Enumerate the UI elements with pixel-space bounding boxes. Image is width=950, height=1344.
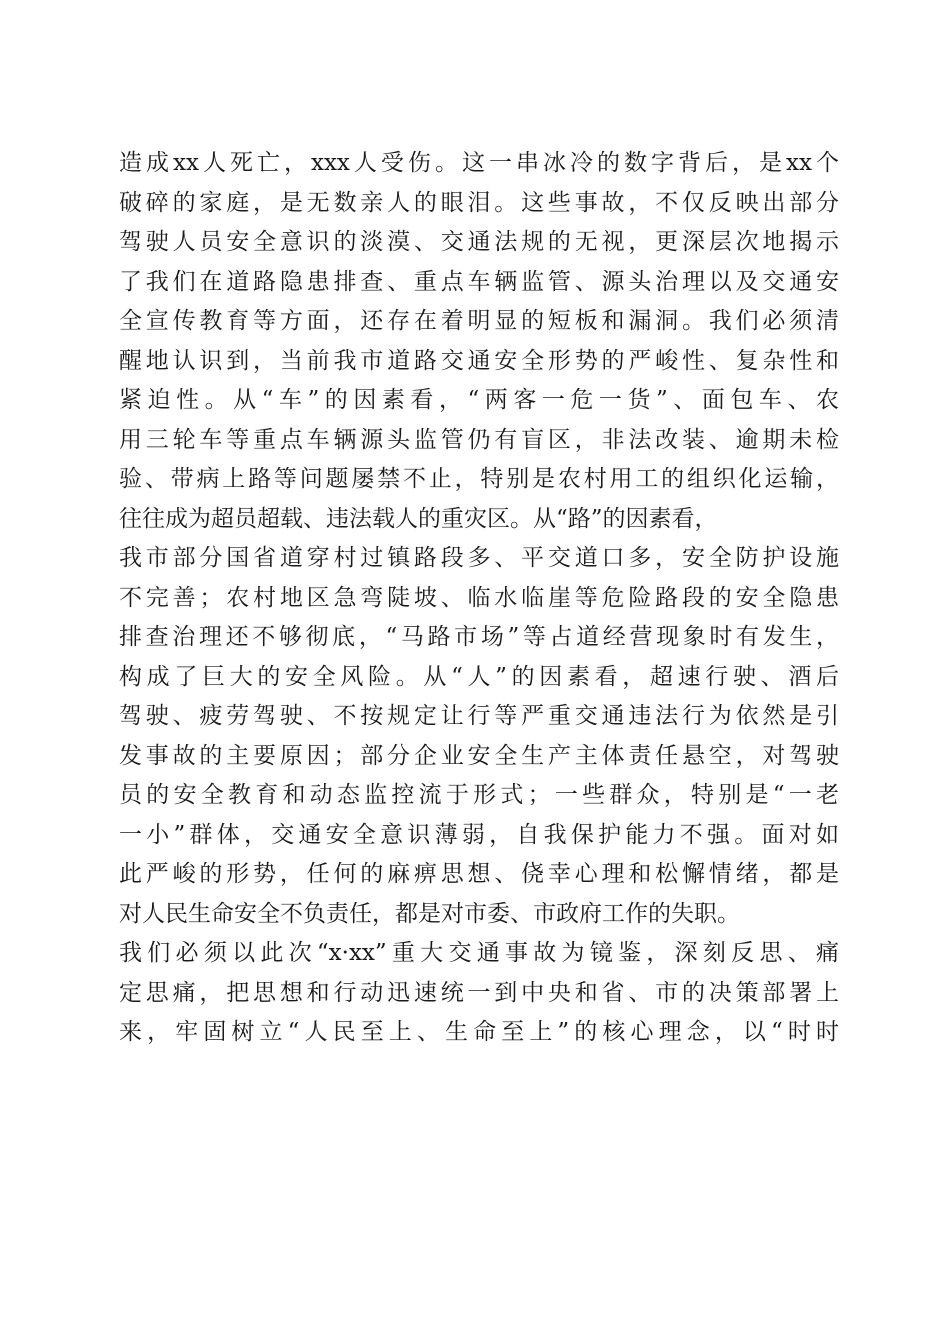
text-line: 对人民生命安全不负责任，都是对市委、市政府工作的失职。 xyxy=(119,900,740,927)
text-line: 不完善；农村地区急弯陡坡、临水临崖等危险路段的安全隐患 xyxy=(119,584,839,611)
text-line: 定思痛，把思想和行动迅速统一到中央和省、市的决策部署上 xyxy=(119,979,839,1006)
text-line: 我市部分国省道穿村过镇路段多、平交道口多，安全防护设施 xyxy=(119,545,839,571)
text-line: 来，牢固树立“人民至上、生命至上”的核心理念，以“时时 xyxy=(119,1019,839,1045)
text-line: 发事故的主要原因；部分企业安全生产主体责任悬空，对驾驶 xyxy=(119,742,839,769)
text-line: 醒地认识到，当前我市道路交通安全形势的严峻性、复杂性和 xyxy=(119,347,839,374)
text-line: 一小”群体，交通安全意识薄弱，自我保护能力不强。面对如 xyxy=(119,821,839,848)
text-line: 破碎的家庭，是无数亲人的眼泪。这些事故，不仅反映出部分 xyxy=(119,189,839,216)
text-line: 驾驶人员安全意识的淡漠、交通法规的无视，更深层次地揭示 xyxy=(119,229,839,255)
text-line: 紧迫性。从“车”的因素看，“两客一危一货”、面包车、农 xyxy=(119,387,839,413)
text-line: 造成xx人死亡，xxx人受伤。这一串冰冷的数字背后，是xx个 xyxy=(119,150,839,176)
body-paragraph xyxy=(119,144,839,1053)
text-line: 验、带病上路等问题屡禁不止，特别是农村用工的组织化运输， xyxy=(119,466,839,492)
text-line: 排查治理还不够彻底，“马路市场”等占道经营现象时有发生， xyxy=(119,624,839,650)
text-line: 此严峻的形势，任何的麻痹思想、侥幸心理和松懈情绪，都是 xyxy=(119,861,839,887)
text-line: 驾驶、疲劳驾驶、不按规定让行等严重交通违法行为依然是引 xyxy=(119,703,839,729)
text-line: 了我们在道路隐患排查、重点车辆监管、源头治理以及交通安 xyxy=(119,268,839,295)
text-line: 往往成为超员超载、违法载人的重灾区。从“路”的因素看， xyxy=(119,505,718,532)
text-line: 构成了巨大的安全风险。从“人”的因素看，超速行驶、酒后 xyxy=(119,663,839,690)
text-line: 全宣传教育等方面，还存在着明显的短板和漏洞。我们必须清 xyxy=(119,308,839,334)
text-line: 我们必须以此次“x·xx”重大交通事故为镜鉴，深刻反思、痛 xyxy=(119,940,839,966)
text-line: 用三轮车等重点车辆源头监管仍有盲区，非法改装、逾期未检 xyxy=(119,426,839,453)
text-line: 员的安全教育和动态监控流于形式；一些群众，特别是“一老 xyxy=(119,782,839,808)
